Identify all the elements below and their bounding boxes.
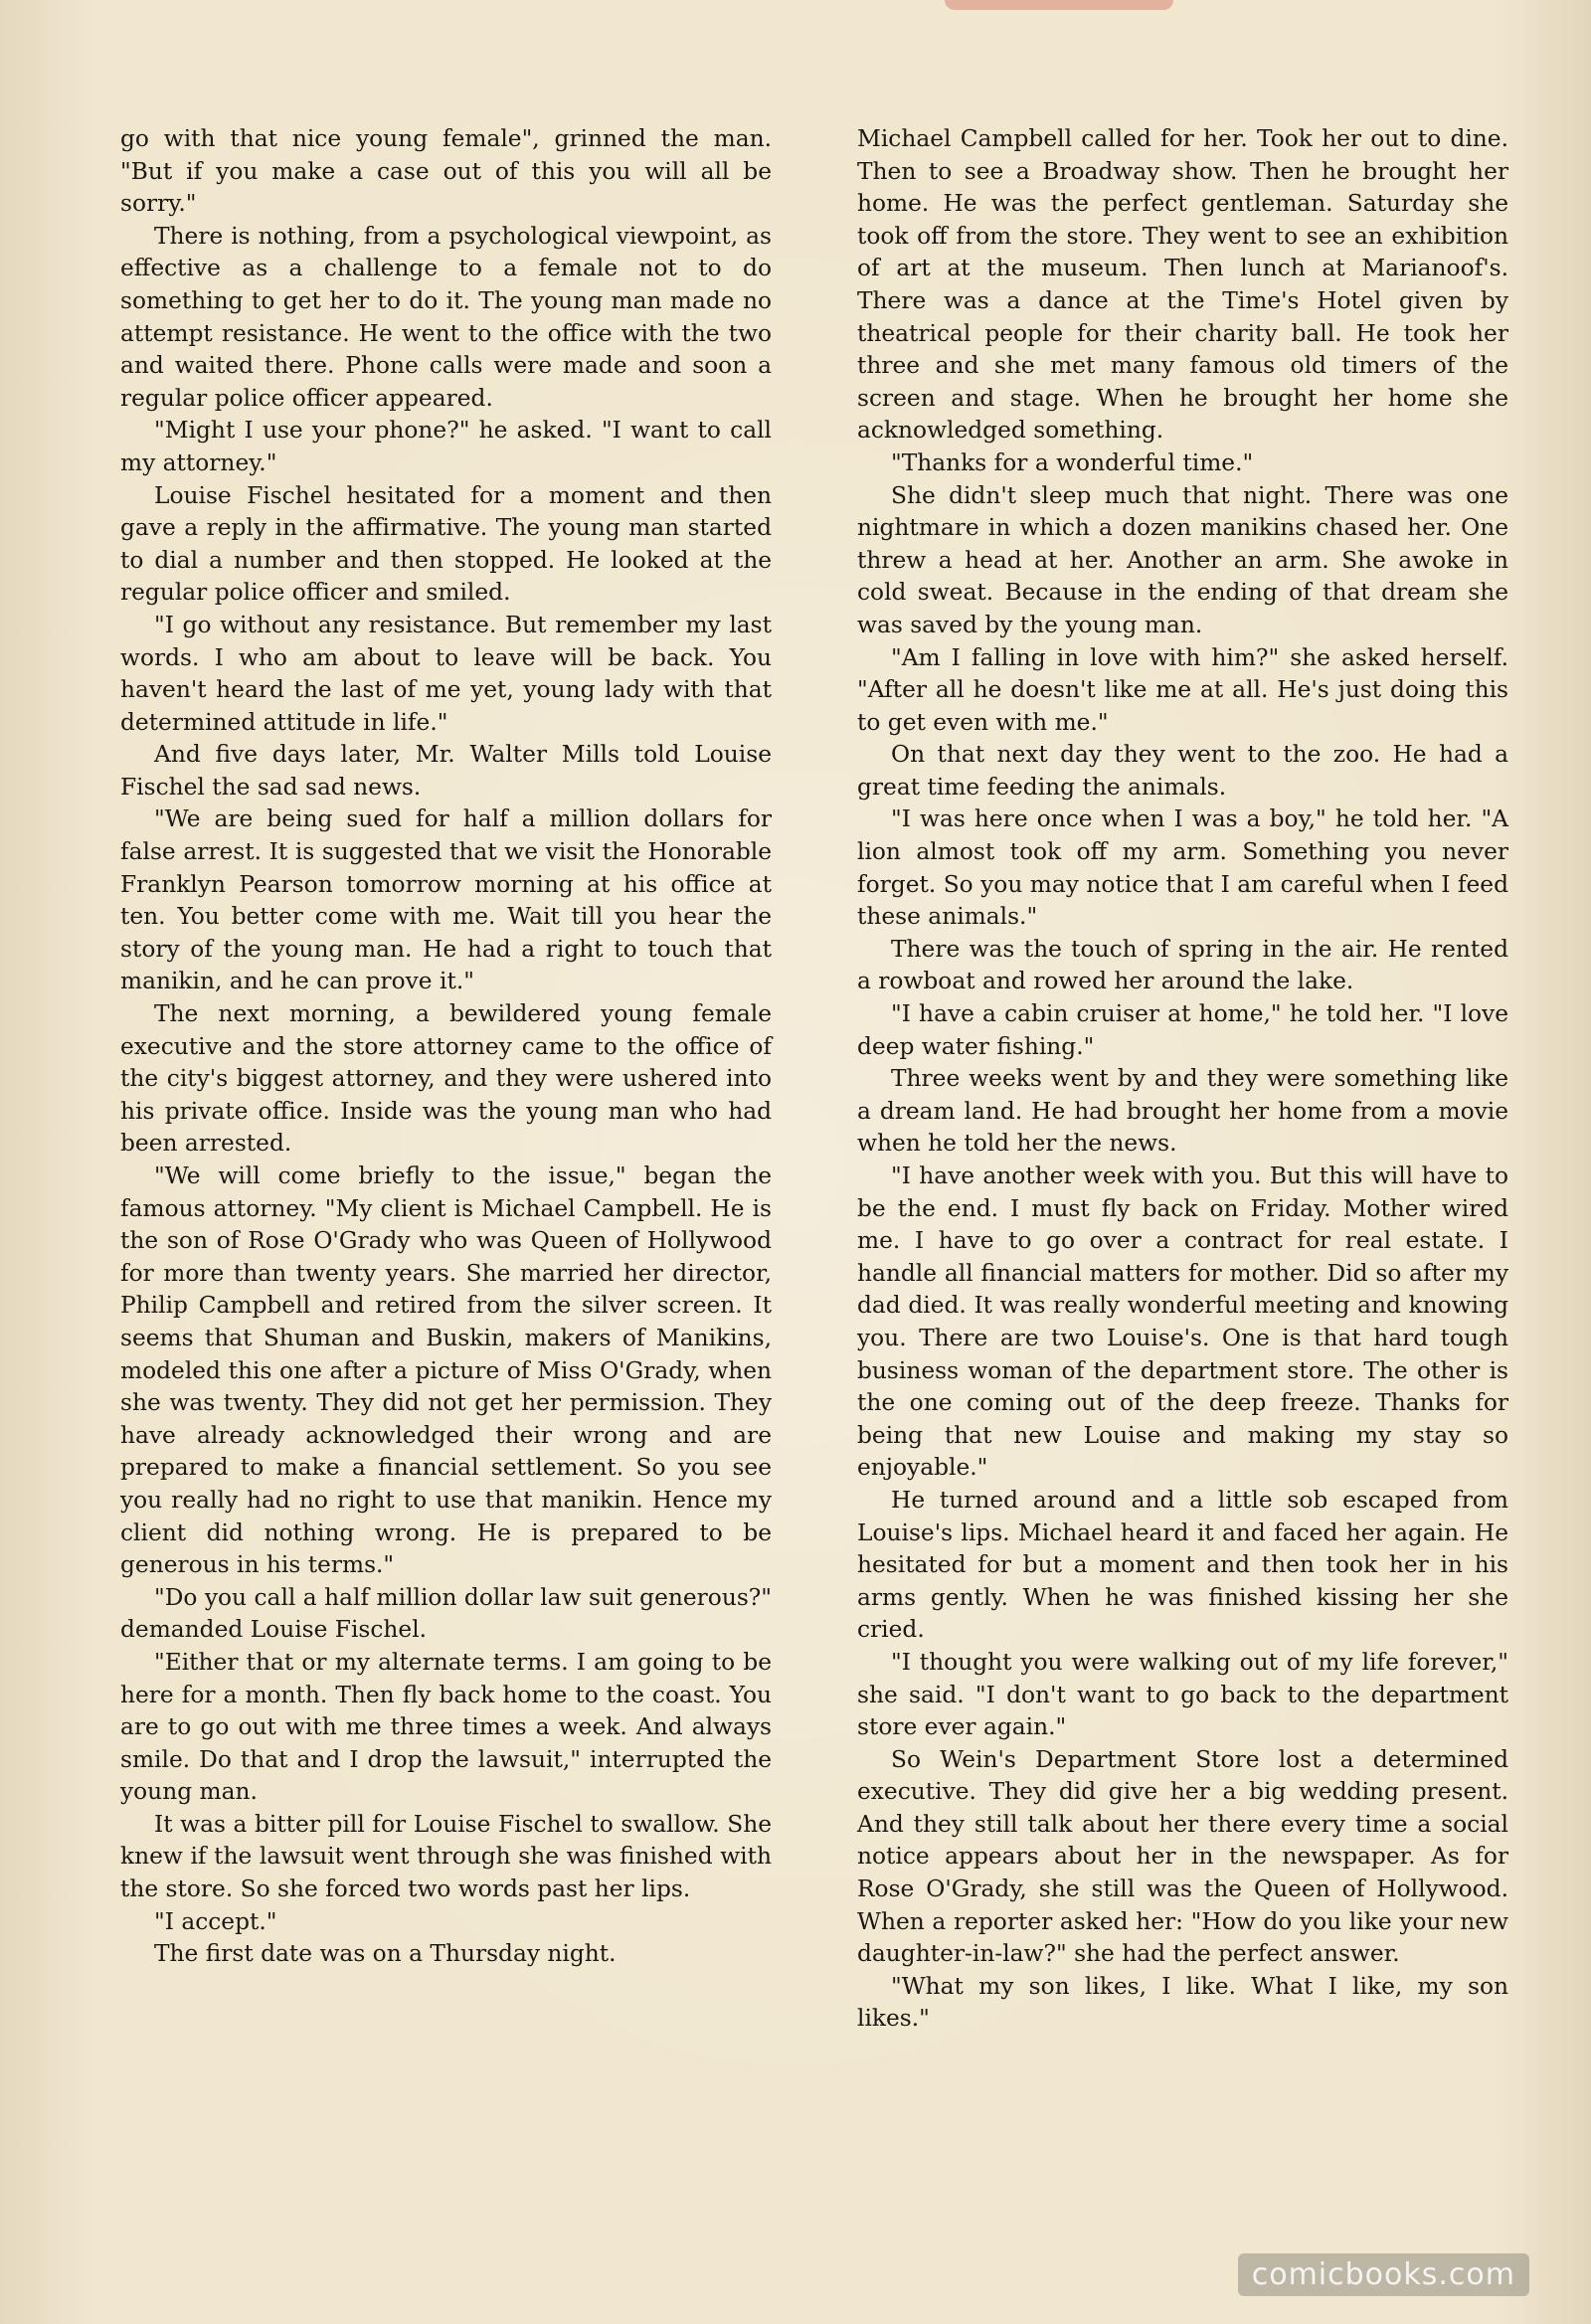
right-text-column xyxy=(857,123,1508,2036)
site-watermark: comicbooks.com xyxy=(1238,2253,1529,2296)
story-paragraph: It was a bitter pill for Louise Fischel to swallow. She knew if the lawsuit went through she was finished with the store. So she forced two words past her lips. xyxy=(120,1810,772,1903)
story-paragraph: "What my son likes, I like. What I like, my son likes." xyxy=(857,1972,1508,2033)
story-paragraph: The first date was on a Thursday night. xyxy=(154,1940,617,1968)
paper-stain xyxy=(945,0,1173,10)
story-paragraph: So Wein's Department Store lost a determined executive. They did give her a big wedding present. And they still talk about her there every time a social notice appears about her in the newspaper. As for Rose O'Grady, she still was the Queen of Hollywood. When a reporter asked her: "How do you like your new daughter-in-law?" she had the perfect answer. xyxy=(857,1745,1508,1968)
story-paragraph: go with that nice young female", grinned the man. "But if you make a case out of this you will all be sorry." xyxy=(120,125,772,218)
story-paragraph: "I go without any resistance. But remember my last words. I who am about to leave will be back. You haven't heard the last of me yet, young lady with that determined attitude in life." xyxy=(120,611,772,736)
story-paragraph: "We will come briefly to the issue," began the famous attorney. "My client is Michael Campbell. He is the son of Rose O'Grady who was Queen of Hollywood for more than twenty years. She married her director, Philip Campbell and retired from the silver screen. It seems that Shuman and Buskin, makers of Manikins, modeled this one after a picture of Miss O'Grady, when she was twenty. They did not get her permission. They have already acknowledged their wrong and are prepared to make a financial settlement. So you see you really had no right to use that manikin. Hence my client did nothing wrong. He is prepared to be generous in his terms." xyxy=(120,1162,772,1579)
story-paragraph: "Do you call a half million dollar law suit generous?" demanded Louise Fischel. xyxy=(120,1583,772,1644)
story-paragraph: "Thanks for a wonderful time." xyxy=(891,448,1254,476)
story-paragraph: "Either that or my alternate terms. I am going to be here for a month. Then fly back home to the coast. You are to go out with me three times a week. And always smile. Do that and I drop the lawsuit," interrupted the young man. xyxy=(120,1648,772,1806)
story-paragraph: Louise Fischel hesitated for a moment and then gave a reply in the affirmative. The young man started to dial a number and then stopped. He looked at the regular police officer and smiled. xyxy=(120,481,772,607)
story-paragraph: "I have a cabin cruiser at home," he told her. "I love deep water fishing." xyxy=(857,1000,1508,1060)
left-text-column xyxy=(120,123,772,1971)
story-paragraph: "I thought you were walking out of my life forever," she said. "I don't want to go back to the department store ever again." xyxy=(857,1648,1508,1741)
story-paragraph: "I accept." xyxy=(154,1907,277,1935)
story-paragraph: "I was here once when I was a boy," he told her. "A lion almost took off my arm. Something you never forget. So you may notice that I am careful when I feed these animals." xyxy=(857,805,1508,931)
story-paragraph: "Am I falling in love with him?" she asked herself. "After all he doesn't like me at all. He's just doing this to get even with me." xyxy=(857,643,1508,736)
story-paragraph: Michael Campbell called for her. Took her out to dine. Then to see a Broadway show. Then he brought her home. He was the perfect gentleman. Saturday she took off from the store. They went to see an exhibition of art at the museum. Then lunch at Marianoof's. There was a dance at the Time's Hotel given by theatrical people for their charity ball. He took her three and she met many famous old timers of the screen and stage. When he brought her home she acknowledged something. xyxy=(857,125,1508,445)
story-paragraph: There was the touch of spring in the air. He rented a rowboat and rowed her around the lake. xyxy=(857,935,1508,995)
story-paragraph: He turned around and a little sob escaped from Louise's lips. Michael heard it and faced her again. He hesitated for but a moment and then took her in his arms gently. When he was finished kissing her she cried. xyxy=(857,1486,1508,1644)
story-paragraph: "We are being sued for half a million dollars for false arrest. It is suggested that we visit the Honorable Franklyn Pearson tomorrow morning at his office at ten. You better come with me. Wait till you hear the story of the young man. He had a right to touch that manikin, and he can prove it." xyxy=(120,805,772,995)
story-paragraph: Three weeks went by and they were something like a dream land. He had brought her home from a movie when he told her the news. xyxy=(857,1065,1508,1158)
story-paragraph: And five days later, Mr. Walter Mills told Louise Fischel the sad sad news. xyxy=(120,741,772,801)
story-paragraph: The next morning, a bewildered young female executive and the store attorney came to the office of the city's biggest attorney, and they were ushered into his private office. Inside was the young man who had been arrested. xyxy=(120,1000,772,1158)
story-paragraph: There is nothing, from a psychological viewpoint, as effective as a challenge to a female not to do something to get her to do it. The young man made no attempt resistance. He went to the office with the two and waited there. Phone calls were made and soon a regular police officer appeared. xyxy=(120,222,772,412)
story-paragraph: On that next day they went to the zoo. He had a great time feeding the animals. xyxy=(857,741,1508,801)
story-paragraph: "I have another week with you. But this will have to be the end. I must fly back on Friday. Mother wired me. I have to go over a contract for real estate. I handle all financial matters for mother. Did so after my dad died. It was really wonderful meeting and knowing you. There are two Louise's. One is that hard tough business woman of the department store. The other is the one coming out of the deep freeze. Thanks for being that new Louise and making my stay so enjoyable." xyxy=(857,1162,1508,1482)
story-paragraph: She didn't sleep much that night. There was one nightmare in which a dozen manikins chased her. One threw a head at her. Another an arm. She awoke in cold sweat. Because in the ending of that dream she was saved by the young man. xyxy=(857,481,1508,638)
story-paragraph: "Might I use your phone?" he asked. "I want to call my attorney." xyxy=(120,417,772,476)
